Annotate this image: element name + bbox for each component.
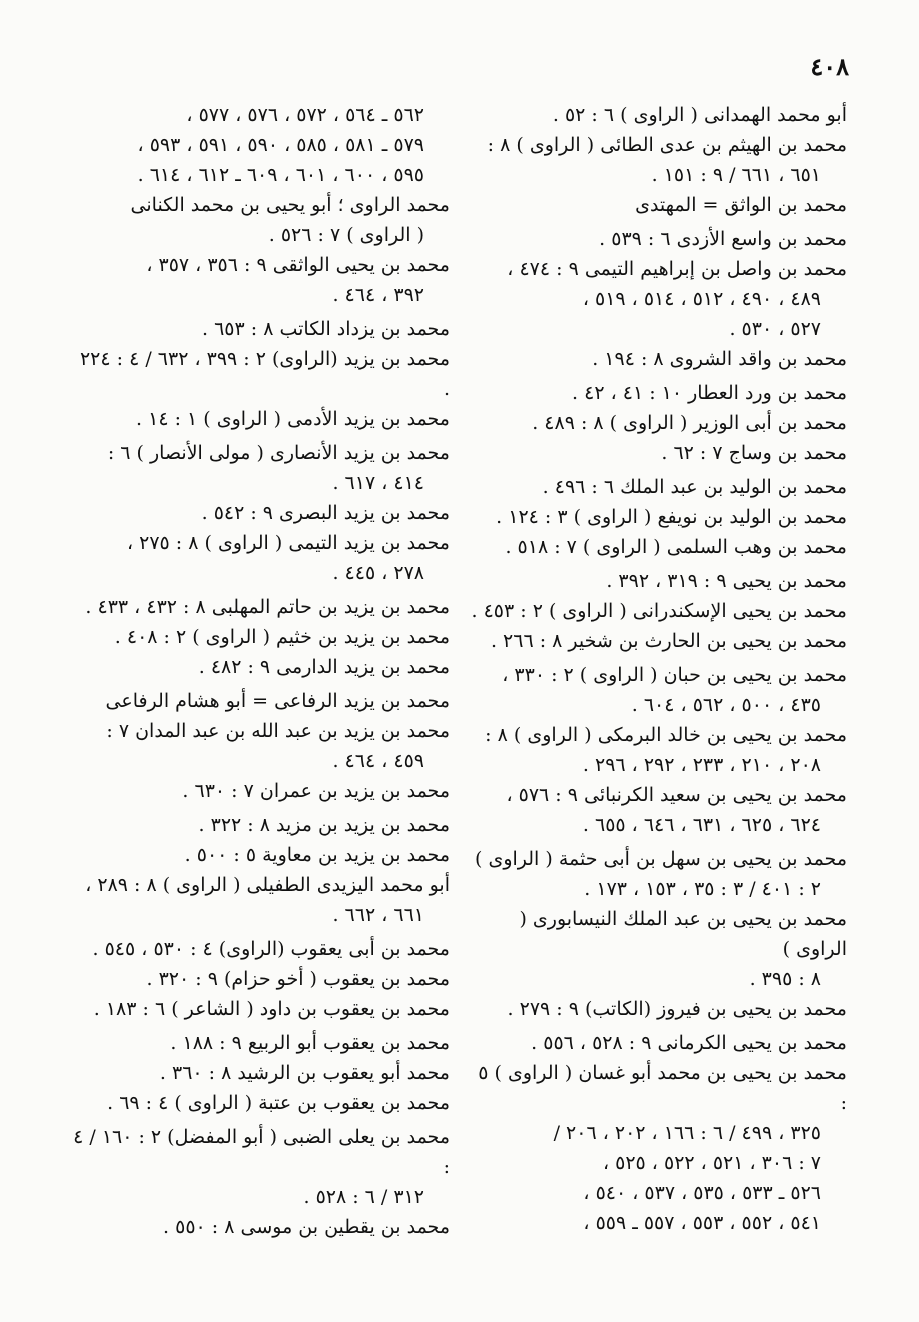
index-entry xyxy=(467,596,847,626)
entry-line: محمد بن يزيد البصرى ٩ : ٥٤٢ . xyxy=(201,502,450,524)
index-entry xyxy=(70,840,450,870)
entry-line: محمد بن يزيد التيمى ( الراوى ) ٨ : ٢٧٥ ، xyxy=(126,532,450,554)
entry-continuation-line: ٢ : ٤٠١ / ٣ : ٣٥ ، ١٥٣ ، ١٧٣ . xyxy=(584,878,821,900)
entry-line: محمد الراوى ؛ أبو يحيى بن محمد الكنانى xyxy=(130,194,450,216)
entry-continuation-line: ٢٧٨ ، ٤٤٥ . xyxy=(332,562,424,584)
entry-line: محمد بن يزيد الدارمى ٩ : ٤٨٢ . xyxy=(198,656,450,678)
entry-continuation-line: ٥٢٧ ، ٥٣٠ . xyxy=(729,318,821,340)
entry-line: محمد بن يقطين بن موسى ٨ : ٥٥٠ . xyxy=(163,1216,450,1238)
index-entry xyxy=(70,528,450,588)
entry-line: محمد بن يزداد الكاتب ٨ : ٦٥٣ . xyxy=(202,318,450,340)
index-entry xyxy=(467,438,847,468)
entry-line: محمد بن يحيى بن سعيد الكرنبائى ٩ : ٥٧٦ ، xyxy=(506,784,847,806)
index-entry xyxy=(70,622,450,652)
index-column-right xyxy=(467,100,847,1238)
entry-line: محمد بن ورد العطار ١٠ : ٤١ ، ٤٢ . xyxy=(572,382,847,404)
index-entry xyxy=(467,660,847,720)
entry-line: محمد بن يزيد بن مزيد ٨ : ٣٢٢ . xyxy=(198,814,450,836)
index-entry xyxy=(467,344,847,374)
entry-line: محمد بن يحيى بن خالد البرمكى ( الراوى ) ٨ : xyxy=(485,724,847,746)
index-entry xyxy=(70,652,450,682)
entry-line: محمد بن يعقوب بن داود ( الشاعر ) ٦ : ١٨٣ . xyxy=(93,998,450,1020)
index-entry xyxy=(70,190,450,250)
index-entry xyxy=(467,626,847,656)
entry-continuation-line: ٣٢٥ ، ٤٩٩ / ٦ : ١٦٦ ، ٢٠٢ ، ٢٠٦ / xyxy=(553,1122,821,1144)
entry-line: محمد بن يزيد الأدمى ( الراوى ) ١ : ١٤ . xyxy=(136,408,450,430)
index-entry xyxy=(70,1058,450,1088)
index-column-left xyxy=(70,100,450,1242)
index-entry xyxy=(70,404,450,434)
entry-line: محمد بن واصل بن إبراهيم التيمى ٩ : ٤٧٤ ، xyxy=(507,258,847,280)
entry-continuation-line: ٦٦١ ، ٦٦٢ . xyxy=(332,904,424,926)
index-entry xyxy=(467,780,847,840)
index-entry xyxy=(70,314,450,344)
entry-line: محمد بن يحيى الإسكندرانى ( الراوى ) ٢ : ٤٥٣ . xyxy=(471,600,847,622)
entry-line: محمد بن يزيد الرفاعى = أبو هشام الرفاعى xyxy=(105,690,450,712)
index-entry xyxy=(467,502,847,532)
entry-line: محمد بن يحيى ٩ : ٣١٩ ، ٣٩٢ . xyxy=(606,570,847,592)
entry-line: محمد بن أبى يعقوب (الراوى) ٤ : ٥٣٠ ، ٥٤٥ . xyxy=(92,938,450,960)
entry-line: محمد بن يعقوب بن عتبة ( الراوى ) ٤ : ٦٩ . xyxy=(107,1092,450,1114)
index-entry xyxy=(467,1028,847,1058)
entry-continuation-line: ٥٢٦ ـ ٥٣٣ ، ٥٣٥ ، ٥٣٧ ، ٥٤٠ ، xyxy=(583,1182,821,1204)
entry-continuation-line: ٤٣٥ ، ٥٠٠ ، ٥٦٢ ، ٦٠٤ . xyxy=(631,694,821,716)
entry-line: محمد بن الواثق = المهتدى xyxy=(635,194,847,216)
index-entry xyxy=(467,254,847,344)
index-entry xyxy=(70,686,450,716)
entry-continuation-line: ٦٢٤ ، ٦٢٥ ، ٦٣١ ، ٦٤٦ ، ٦٥٥ . xyxy=(582,814,821,836)
index-entry xyxy=(467,224,847,254)
index-entry xyxy=(467,904,847,994)
entry-line: محمد بن يزيد الأنصارى ( مولى الأنصار ) ٦ : xyxy=(107,442,450,464)
index-entry xyxy=(70,344,450,404)
entry-line: محمد بن وهب السلمى ( الراوى ) ٧ : ٥١٨ . xyxy=(505,536,847,558)
page-number: ٤٠٨ xyxy=(810,52,849,81)
index-entry xyxy=(70,870,450,930)
index-entry xyxy=(467,532,847,562)
entry-continuation-line: ٣١٢ / ٦ : ٥٢٨ . xyxy=(303,1186,424,1208)
index-entry xyxy=(70,716,450,776)
entry-continuation-line: ٥٩٥ ، ٦٠٠ ، ٦٠١ ، ٦٠٩ ـ ٦١٢ ، ٦١٤ . xyxy=(137,164,424,186)
entry-line: محمد بن يزيد بن حاتم المهلبى ٨ : ٤٣٢ ، ٤٣٣ . xyxy=(85,596,450,618)
index-entry xyxy=(70,1122,450,1212)
index-entry xyxy=(70,994,450,1024)
entry-line: أبو محمد الهمدانى ( الراوى ) ٦ : ٥٢ . xyxy=(552,104,847,126)
index-entry xyxy=(467,130,847,190)
entry-line: محمد بن يعلى الضبى ( أبو المفضل) ٢ : ١٦٠ / ٤ : xyxy=(73,1126,450,1178)
entry-continuation-line: ٧ : ٣٠٦ ، ٥٢١ ، ٥٢٢ ، ٥٢٥ ، xyxy=(602,1152,821,1174)
index-entry xyxy=(70,810,450,840)
index-entry xyxy=(467,100,847,130)
entry-continuation-line: ٤٨٩ ، ٤٩٠ ، ٥١٢ ، ٥١٤ ، ٥١٩ ، xyxy=(582,288,821,310)
index-entry xyxy=(467,190,847,220)
entry-line: محمد بن يزيد بن عبد الله بن عبد المدان ٧ : xyxy=(106,720,450,742)
index-entry xyxy=(70,100,450,190)
index-entry xyxy=(70,1212,450,1242)
entry-line: محمد بن يحيى الكرمانى ٩ : ٥٢٨ ، ٥٥٦ . xyxy=(531,1032,847,1054)
entry-line: محمد بن يحيى بن سهل بن أبى حثمة ( الراوى ) xyxy=(475,848,847,870)
entry-line: محمد بن يحيى الواثقى ٩ : ٣٥٦ ، ٣٥٧ ، xyxy=(146,254,450,276)
entry-line: أبو محمد اليزيدى الطفيلى ( الراوى ) ٨ : ٢٨٩ ، xyxy=(85,874,450,896)
index-entry xyxy=(467,994,847,1024)
entry-line: محمد بن واقد الشروى ٨ : ١٩٤ . xyxy=(592,348,847,370)
entry-line: محمد بن يحيى بن فيروز (الكاتب) ٩ : ٢٧٩ . xyxy=(507,998,847,1020)
entry-continuation-line: ٢٠٨ ، ٢١٠ ، ٢٣٣ ، ٢٩٢ ، ٢٩٦ . xyxy=(582,754,821,776)
entry-continuation-line: ٦٥١ ، ٦٦١ / ٩ : ١٥١ . xyxy=(651,164,821,186)
entry-continuation-line: ٥٧٩ ـ ٥٨١ ، ٥٨٥ ، ٥٩٠ ، ٥٩١ ، ٥٩٣ ، xyxy=(137,134,424,156)
entry-line: محمد بن الوليد بن نويفع ( الراوى ) ٣ : ١٢٤ . xyxy=(496,506,847,528)
entry-line: محمد بن يعقوب أبو الربيع ٩ : ١٨٨ . xyxy=(170,1032,450,1054)
index-entry xyxy=(70,964,450,994)
entry-line: محمد بن يزيد بن خثيم ( الراوى ) ٢ : ٤٠٨ . xyxy=(114,626,450,648)
entry-continuation-line: ٤٥٩ ، ٤٦٤ . xyxy=(332,750,424,772)
index-entry xyxy=(467,844,847,904)
entry-line: محمد بن يحيى بن عبد الملك النيسابورى ( الراوى ) xyxy=(519,908,847,960)
index-entry xyxy=(467,472,847,502)
index-entry xyxy=(70,1088,450,1118)
entry-line: محمد بن الوليد بن عبد الملك ٦ : ٤٩٦ . xyxy=(542,476,847,498)
entry-line: محمد بن أبى الوزير ( الراوى ) ٨ : ٤٨٩ . xyxy=(532,412,847,434)
index-entry xyxy=(70,1028,450,1058)
index-entry xyxy=(70,250,450,310)
entry-line: محمد بن يحيى بن حبان ( الراوى ) ٢ : ٣٣٠ ، xyxy=(502,664,847,686)
index-entry xyxy=(70,934,450,964)
index-entry xyxy=(467,566,847,596)
index-entry xyxy=(70,438,450,498)
index-entry xyxy=(70,776,450,806)
entry-line: محمد بن واسع الأزدى ٦ : ٥٣٩ . xyxy=(599,228,847,250)
entry-line: محمد بن يعقوب ( أخو حزام) ٩ : ٣٢٠ . xyxy=(146,968,450,990)
entry-line: محمد بن يزيد بن عمران ٧ : ٦٣٠ . xyxy=(182,780,450,802)
entry-line: محمد بن وساج ٧ : ٦٢ . xyxy=(661,442,847,464)
index-entry xyxy=(467,720,847,780)
entry-line: محمد بن يحيى بن محمد أبو غسان ( الراوى ) ٥ : xyxy=(478,1062,847,1114)
index-entry xyxy=(70,592,450,622)
entry-line: محمد أبو يعقوب بن الرشيد ٨ : ٣٦٠ . xyxy=(159,1062,450,1084)
index-entry xyxy=(467,408,847,438)
index-entry xyxy=(70,498,450,528)
entry-line: محمد بن يزيد (الراوى) ٢ : ٣٩٩ ، ٦٣٢ / ٤ : ٢٢٤ . xyxy=(79,348,450,400)
entry-continuation-line: ( الراوى ) ٧ : ٥٢٦ . xyxy=(268,224,424,246)
entry-continuation-line: ٥٦٢ ـ ٥٦٤ ، ٥٧٢ ، ٥٧٦ ، ٥٧٧ ، xyxy=(186,104,424,126)
entry-line: محمد بن يحيى بن الحارث بن شخير ٨ : ٢٦٦ . xyxy=(490,630,847,652)
entry-line: محمد بن الهيثم بن عدى الطائى ( الراوى ) ٨ : xyxy=(487,134,847,156)
index-entry xyxy=(467,1058,847,1238)
entry-continuation-line: ٣٩٢ ، ٤٦٤ . xyxy=(332,284,424,306)
index-entry xyxy=(467,378,847,408)
entry-continuation-line: ٥٤١ ، ٥٥٢ ، ٥٥٣ ، ٥٥٧ ـ ٥٥٩ ، xyxy=(583,1212,821,1234)
entry-continuation-line: ٨ : ٣٩٥ . xyxy=(749,968,821,990)
entry-continuation-line: ٤١٤ ، ٦١٧ . xyxy=(332,472,424,494)
entry-line: محمد بن يزيد بن معاوية ٥ : ٥٠٠ . xyxy=(184,844,450,866)
